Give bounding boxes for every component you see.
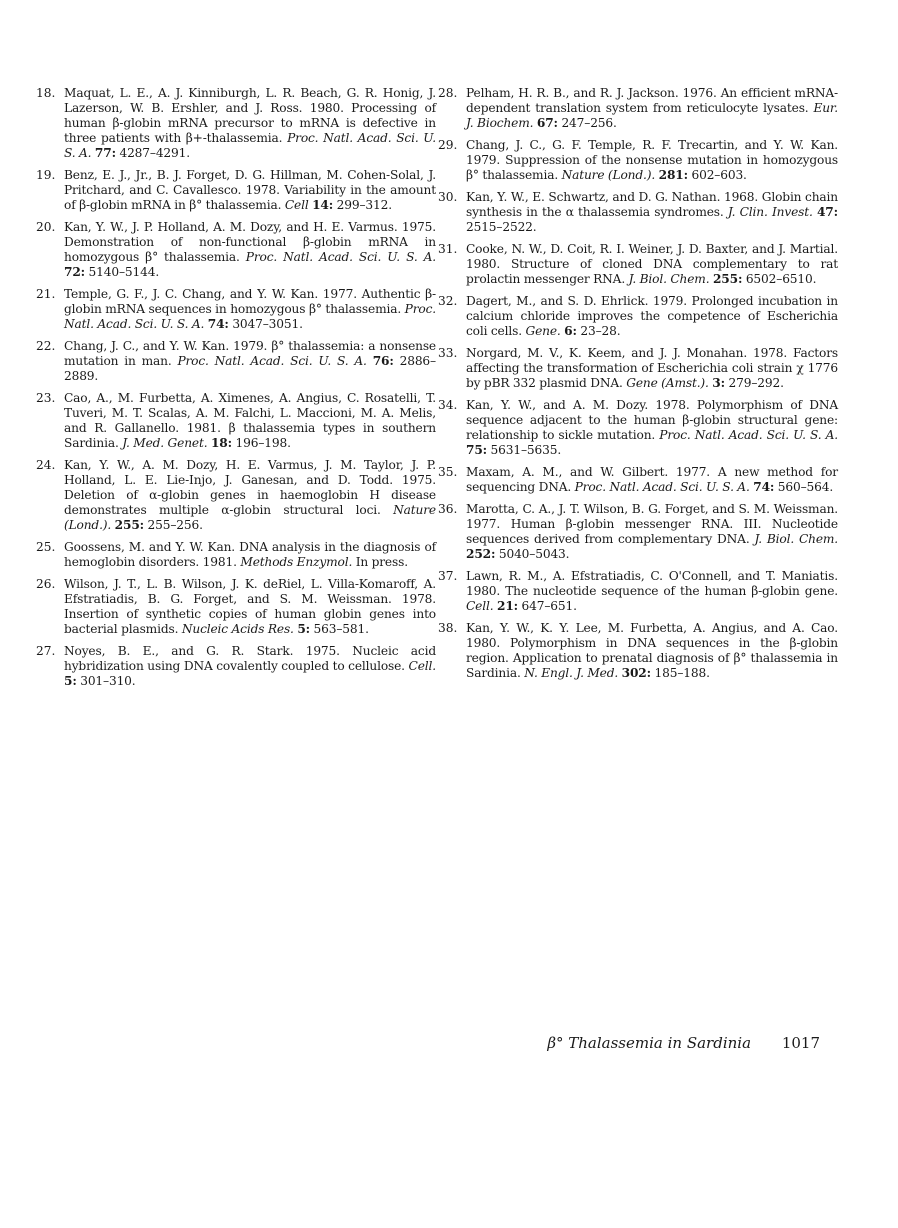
- reference-text: [466, 569, 838, 614]
- reference-journal: N. Engl. J. Med.: [524, 666, 619, 680]
- reference-number: 22.: [36, 339, 56, 353]
- running-title: β° Thalassemia in Sardinia: [547, 1034, 752, 1052]
- reference-number: 18.: [36, 86, 56, 100]
- reference-pages: 602–603.: [691, 168, 747, 182]
- reference-citation: Lawn, R. M., A. Efstratiadis, C. O'Connell, and T. Maniatis. 1980. The nucleotide sequence of the human β-globin gene.: [466, 569, 838, 598]
- reference-text: [64, 577, 436, 637]
- reference-pages: 3047–3051.: [232, 317, 303, 331]
- reference-volume: 302:: [621, 666, 651, 680]
- reference-number: 33.: [438, 346, 458, 360]
- reference-citation: Maquat, L. E., A. J. Kinniburgh, L. R. Beach, G. R. Honig, J. Lazerson, W. B. Ershler, and J. Ross. 1980. Processing of human β-globin mRNA precursor to mRNA is defective in three patients with β+-thalassemia.: [64, 86, 436, 145]
- reference-journal: Eur. J. Biochem.: [466, 101, 838, 130]
- reference-pages: 2886–2889.: [64, 354, 436, 383]
- reference-citation: Wilson, J. T., L. B. Wilson, J. K. deRiel, L. Villa-Komaroff, A. Efstratiadis, B. G. Forget, and S. M. Weissman. 1978. Insertion of synthetic copies of human globin genes into bacterial plasmids.: [64, 577, 436, 636]
- reference-pages: 5140–5144.: [88, 265, 160, 279]
- reference-number: 34.: [438, 398, 458, 412]
- reference-text: [466, 465, 838, 495]
- reference-citation: Kan, Y. W., K. Y. Lee, M. Furbetta, A. Angius, and A. Cao. 1980. Polymorphism in DNA sequences in the β-globin region. Application to prenatal diagnosis of β° thalassemia in Sardinia.: [466, 621, 838, 680]
- reference-pages: 5040–5043.: [498, 547, 570, 561]
- reference-volume: 255:: [114, 518, 145, 532]
- reference-pages: 647–651.: [521, 599, 577, 613]
- reference-entry: [36, 458, 436, 533]
- reference-volume: 77:: [94, 146, 116, 160]
- reference-entry: [438, 502, 838, 562]
- reference-number: 31.: [438, 242, 458, 256]
- reference-volume: 74:: [753, 480, 775, 494]
- reference-entry: [438, 569, 838, 614]
- reference-entry: [438, 294, 838, 339]
- reference-entry: [36, 339, 436, 384]
- reference-journal: Nucleic Acids Res.: [181, 622, 294, 636]
- reference-entry: [438, 86, 838, 131]
- reference-journal: Cell.: [466, 599, 494, 613]
- page-number: 1017: [781, 1034, 820, 1052]
- reference-citation: Chang, J. C., and Y. W. Kan. 1979. β° thalassemia: a nonsense mutation in man.: [64, 339, 436, 368]
- reference-number: 21.: [36, 287, 56, 301]
- reference-journal: Methods Enzymol.: [240, 555, 353, 569]
- reference-pages: 563–581.: [313, 622, 369, 636]
- reference-journal: J. Biol. Chem.: [754, 532, 839, 546]
- reference-journal: Proc. Natl. Acad. Sci. U. S. A.: [245, 250, 436, 264]
- reference-pages: 23–28.: [580, 324, 621, 338]
- reference-number: 27.: [36, 644, 56, 658]
- reference-number: 30.: [438, 190, 458, 204]
- reference-number: 23.: [36, 391, 56, 405]
- reference-pages: 560–564.: [777, 480, 834, 494]
- reference-number: 35.: [438, 465, 458, 479]
- reference-pages: 279–292.: [728, 376, 784, 390]
- reference-citation: Norgard, M. V., K. Keem, and J. J. Monahan. 1978. Factors affecting the transformation of Escherichia coli strain χ 1776 by pBR 332 plasmid DNA.: [466, 346, 838, 390]
- reference-volume: 21:: [497, 599, 519, 613]
- reference-citation: Pelham, H. R. B., and R. J. Jackson. 1976. An efficient mRNA-dependent translation system from reticulocyte lysates.: [466, 86, 838, 115]
- reference-text: [64, 220, 436, 280]
- reference-volume: 5:: [297, 622, 310, 636]
- reference-journal: Proc. Natl. Acad. Sci. U. S. A.: [64, 302, 436, 331]
- reference-volume: 252:: [466, 547, 496, 561]
- reference-journal: Proc. Natl. Acad. Sci. U. S. A.: [574, 480, 750, 494]
- reference-volume: 14:: [312, 198, 334, 212]
- reference-text: [466, 86, 838, 131]
- reference-journal: Gene.: [525, 324, 561, 338]
- reference-pages: 299–312.: [336, 198, 392, 212]
- reference-text: [64, 168, 436, 213]
- reference-volume: 18:: [210, 436, 232, 450]
- reference-entry: [438, 138, 838, 183]
- reference-number: 28.: [438, 86, 458, 100]
- reference-pages: 247–256.: [561, 116, 617, 130]
- reference-journal: Cell: [284, 198, 309, 212]
- reference-entry: [36, 86, 436, 161]
- reference-citation: Cao, A., M. Furbetta, A. Ximenes, A. Angius, C. Rosatelli, T. Tuveri, M. T. Scalas, A. M. Falchi, L. Maccioni, M. A. Melis, and R. Gallanello. 1981. β thalassemia types in southern Sardinia.: [64, 391, 436, 450]
- reference-entry: [438, 621, 838, 681]
- reference-entry: [438, 346, 838, 391]
- reference-pages: 301–310.: [80, 674, 136, 688]
- reference-text: [64, 458, 436, 533]
- reference-entry: [438, 465, 838, 495]
- reference-pages: 4287–4291.: [119, 146, 190, 160]
- reference-entry: [438, 398, 838, 458]
- reference-citation: Maxam, A. M., and W. Gilbert. 1977. A new method for sequencing DNA.: [466, 465, 838, 494]
- reference-volume: 5:: [64, 674, 77, 688]
- reference-text: [466, 138, 838, 183]
- reference-number: 25.: [36, 540, 56, 554]
- reference-journal: Proc. Natl. Acad. Sci. U. S. A.: [64, 131, 437, 160]
- reference-entry: [36, 644, 436, 689]
- reference-citation: Chang, J. C., G. F. Temple, R. F. Trecartin, and Y. W. Kan. 1979. Suppression of the nonsense mutation in homozygous β° thalassemia.: [466, 138, 838, 182]
- reference-entry: [36, 540, 436, 570]
- reference-text: [466, 502, 838, 562]
- reference-number: 24.: [36, 458, 56, 472]
- reference-pages: 185–188.: [654, 666, 710, 680]
- reference-text: [466, 621, 838, 681]
- reference-number: 29.: [438, 138, 458, 152]
- reference-citation: Benz, E. J., Jr., B. J. Forget, D. G. Hillman, M. Cohen-Solal, J. Pritchard, and C. Cavallesco. 1978. Variability in the amount of β-globin mRNA in β° thalassemia.: [64, 168, 436, 212]
- reference-volume: 6:: [564, 324, 577, 338]
- reference-volume: 47:: [816, 205, 838, 219]
- reference-number: 19.: [36, 168, 56, 182]
- references-left-column: [36, 86, 436, 696]
- reference-citation: Noyes, B. E., and G. R. Stark. 1975. Nucleic acid hybridization using DNA covalently coupled to cellulose.: [64, 644, 436, 673]
- reference-journal: Nature (Lond.).: [64, 503, 436, 532]
- reference-journal: Proc. Natl. Acad. Sci. U. S. A.: [659, 428, 838, 442]
- reference-pages: 196–198.: [235, 436, 291, 450]
- reference-journal: Gene (Amst.).: [626, 376, 709, 390]
- reference-text: [466, 294, 838, 339]
- reference-pages: 255–256.: [147, 518, 203, 532]
- reference-volume: 3:: [712, 376, 725, 390]
- page-footer: [547, 1034, 820, 1052]
- reference-volume: 75:: [466, 443, 488, 457]
- reference-number: 32.: [438, 294, 458, 308]
- references-right-column: [438, 86, 838, 688]
- reference-text: [64, 644, 436, 689]
- reference-pages: In press.: [355, 555, 408, 569]
- reference-number: 26.: [36, 577, 56, 591]
- reference-journal: J. Biol. Chem.: [628, 272, 710, 286]
- reference-journal: J. Clin. Invest.: [727, 205, 813, 219]
- reference-number: 20.: [36, 220, 56, 234]
- reference-volume: 74:: [207, 317, 229, 331]
- reference-volume: 255:: [712, 272, 743, 286]
- reference-text: [466, 190, 838, 235]
- reference-journal: Cell.: [408, 659, 436, 673]
- reference-volume: 72:: [64, 265, 86, 279]
- reference-text: [64, 391, 436, 451]
- reference-entry: [36, 391, 436, 451]
- reference-entry: [438, 190, 838, 235]
- reference-text: [466, 242, 838, 287]
- reference-entry: [36, 220, 436, 280]
- reference-citation: Marotta, C. A., J. T. Wilson, B. G. Forget, and S. M. Weissman. 1977. Human β-globin messenger RNA. III. Nucleotide sequences derived from complementary DNA.: [466, 502, 838, 546]
- reference-entry: [36, 168, 436, 213]
- reference-pages: 5631–5635.: [490, 443, 562, 457]
- reference-number: 36.: [438, 502, 458, 516]
- reference-text: [64, 86, 436, 161]
- reference-number: 37.: [438, 569, 458, 583]
- reference-entry: [36, 577, 436, 637]
- reference-entry: [36, 287, 436, 332]
- reference-pages: 2515–2522.: [466, 220, 537, 234]
- reference-text: [466, 398, 838, 458]
- reference-pages: 6502–6510.: [745, 272, 817, 286]
- reference-journal: Proc. Natl. Acad. Sci. U. S. A.: [177, 354, 367, 368]
- reference-entry: [438, 242, 838, 287]
- reference-volume: 76:: [372, 354, 394, 368]
- reference-number: 38.: [438, 621, 458, 635]
- reference-journal: J. Med. Genet.: [122, 436, 208, 450]
- reference-text: [64, 540, 436, 570]
- reference-journal: Nature (Lond.).: [561, 168, 656, 182]
- reference-citation: Goossens, M. and Y. W. Kan. DNA analysis in the diagnosis of hemoglobin disorders. 1981.: [64, 540, 436, 569]
- reference-volume: 67:: [536, 116, 558, 130]
- reference-citation: Temple, G. F., J. C. Chang, and Y. W. Kan. 1977. Authentic β-globin mRNA sequences in homozygous β° thalassemia.: [64, 287, 436, 316]
- reference-citation: Kan, Y. W., E. Schwartz, and D. G. Nathan. 1968. Globin chain synthesis in the α thalassemia syndromes.: [466, 190, 838, 219]
- reference-text: [64, 287, 436, 332]
- reference-text: [466, 346, 838, 391]
- reference-citation: Kan, Y. W., J. P. Holland, A. M. Dozy, and H. E. Varmus. 1975. Demonstration of non-functional β-globin mRNA in homozygous β° thalassemia.: [64, 220, 436, 264]
- reference-volume: 281:: [658, 168, 688, 182]
- reference-citation: Kan, Y. W., A. M. Dozy, H. E. Varmus, J. M. Taylor, J. P. Holland, L. E. Lie-Injo, J. Ganesan, and D. Todd. 1975. Deletion of α-globin genes in haemoglobin H disease demonstrates multiple α-globin structural loci.: [64, 458, 436, 517]
- reference-citation: Cooke, N. W., D. Coit, R. I. Weiner, J. D. Baxter, and J. Martial. 1980. Structure of cloned DNA complementary to rat prolactin messenger RNA.: [466, 242, 838, 286]
- reference-text: [64, 339, 436, 384]
- reference-citation: Kan, Y. W., and A. M. Dozy. 1978. Polymorphism of DNA sequence adjacent to the human β-globin structural gene: relationship to sickle mutation.: [466, 398, 838, 442]
- reference-citation: Dagert, M., and S. D. Ehrlick. 1979. Prolonged incubation in calcium chloride improves the competence of Escherichia coli cells.: [466, 294, 838, 338]
